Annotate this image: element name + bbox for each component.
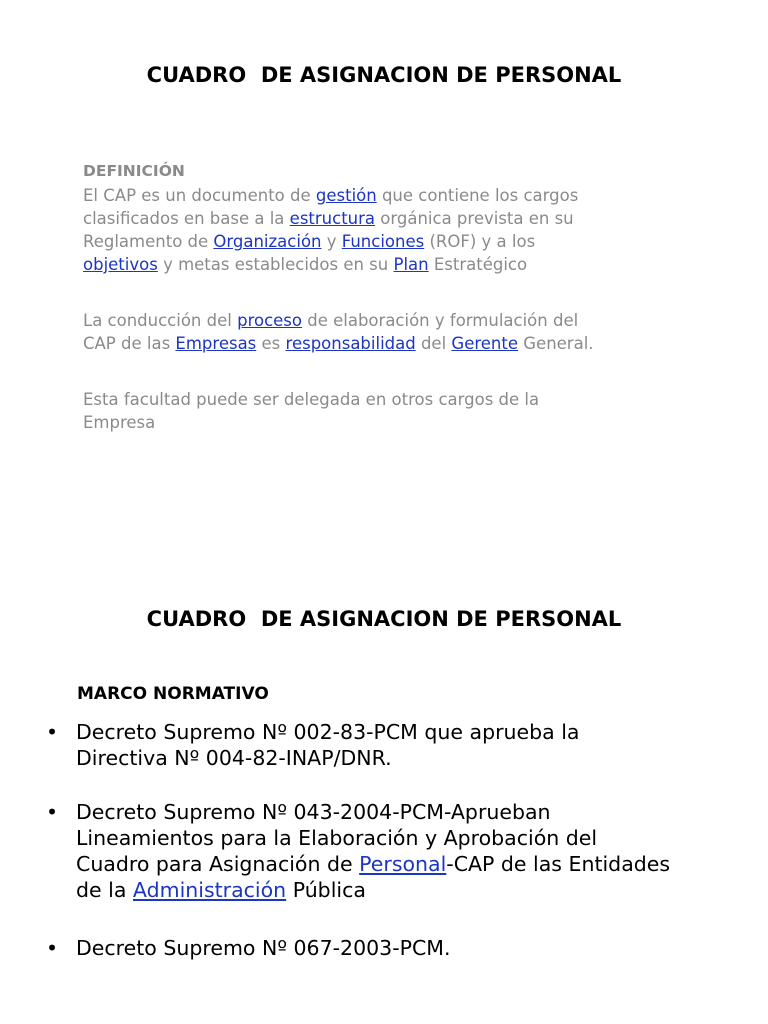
text-line xyxy=(83,184,703,207)
text-line: Lineamientos para la Elaboración y Aprobación del xyxy=(76,826,598,850)
definition-paragraph-2 xyxy=(83,309,703,355)
text-run: CAP de las xyxy=(83,334,176,353)
link-gerente[interactable]: Gerente xyxy=(451,334,519,353)
definition-paragraph-1 xyxy=(83,184,703,276)
text-line xyxy=(76,851,746,877)
text-run: y xyxy=(321,232,342,251)
text-line xyxy=(83,332,703,355)
link-responsabilidad[interactable]: responsabilidad xyxy=(285,334,416,353)
list-item xyxy=(46,935,746,961)
text-line: Decreto Supremo Nº 002-83-PCM que aprueba la xyxy=(76,720,580,744)
definition-paragraph-3 xyxy=(83,388,703,434)
text-line: Empresa xyxy=(83,413,156,432)
section-title: CUADRO DE ASIGNACION DE PERSONAL xyxy=(146,607,622,631)
link-plan[interactable]: Plan xyxy=(393,255,429,274)
text-run: de elaboración y formulación del xyxy=(302,311,579,330)
link-gestion[interactable]: gestión xyxy=(315,186,377,205)
list-item xyxy=(46,719,746,771)
text-line xyxy=(76,877,746,903)
definition-heading: DEFINICIÓN xyxy=(83,162,185,180)
text-run: La conducción del xyxy=(83,311,238,330)
text-line: Decreto Supremo Nº 067-2003-PCM. xyxy=(76,936,451,960)
normativa-list xyxy=(46,719,746,961)
text-line: Directiva Nº 004-82-INAP/DNR. xyxy=(76,746,392,770)
definition-section xyxy=(83,160,703,434)
text-line: Decreto Supremo Nº 043-2004-PCM-Aprueban xyxy=(76,800,551,824)
text-run: del xyxy=(415,334,452,353)
page-title: CUADRO DE ASIGNACION DE PERSONAL xyxy=(146,63,622,87)
bullet-icon: • xyxy=(46,800,59,824)
text-line xyxy=(83,253,703,276)
list-item xyxy=(46,799,746,903)
link-administracion[interactable]: Administración xyxy=(132,878,287,902)
link-funciones[interactable]: Funciones xyxy=(341,232,425,251)
link-personal[interactable]: Personal xyxy=(359,852,447,876)
text-run: General. xyxy=(518,334,594,353)
text-run: Pública xyxy=(286,878,366,902)
bullet-icon: • xyxy=(46,720,59,744)
text-run: (ROF) y a los xyxy=(424,232,536,251)
text-run: orgánica prevista en su xyxy=(375,209,574,228)
text-run: de la xyxy=(76,878,133,902)
text-run: y metas establecidos en su xyxy=(157,255,394,274)
text-run: clasificados en base a la xyxy=(83,209,290,228)
text-line xyxy=(83,309,703,332)
text-run: Cuadro para Asignación de xyxy=(76,852,360,876)
text-run: El CAP es un documento de xyxy=(83,186,316,205)
text-run: que contiene los cargos xyxy=(376,186,579,205)
text-run: -CAP de las Entidades xyxy=(446,852,671,876)
link-estructura[interactable]: estructura xyxy=(289,209,376,228)
text-run: es xyxy=(256,334,286,353)
link-proceso[interactable]: proceso xyxy=(237,311,302,330)
bullet-icon: • xyxy=(46,936,59,960)
text-line: Esta facultad puede ser delegada en otros cargos de la xyxy=(83,390,540,409)
text-run: Reglamento de xyxy=(83,232,214,251)
link-objetivos[interactable]: objetivos xyxy=(83,255,158,274)
text-line xyxy=(83,230,703,253)
marco-normativo-heading: MARCO NORMATIVO xyxy=(77,684,269,704)
text-run: Estratégico xyxy=(428,255,528,274)
text-line xyxy=(83,207,703,230)
link-organizacion[interactable]: Organización xyxy=(213,232,322,251)
link-empresas[interactable]: Empresas xyxy=(175,334,257,353)
